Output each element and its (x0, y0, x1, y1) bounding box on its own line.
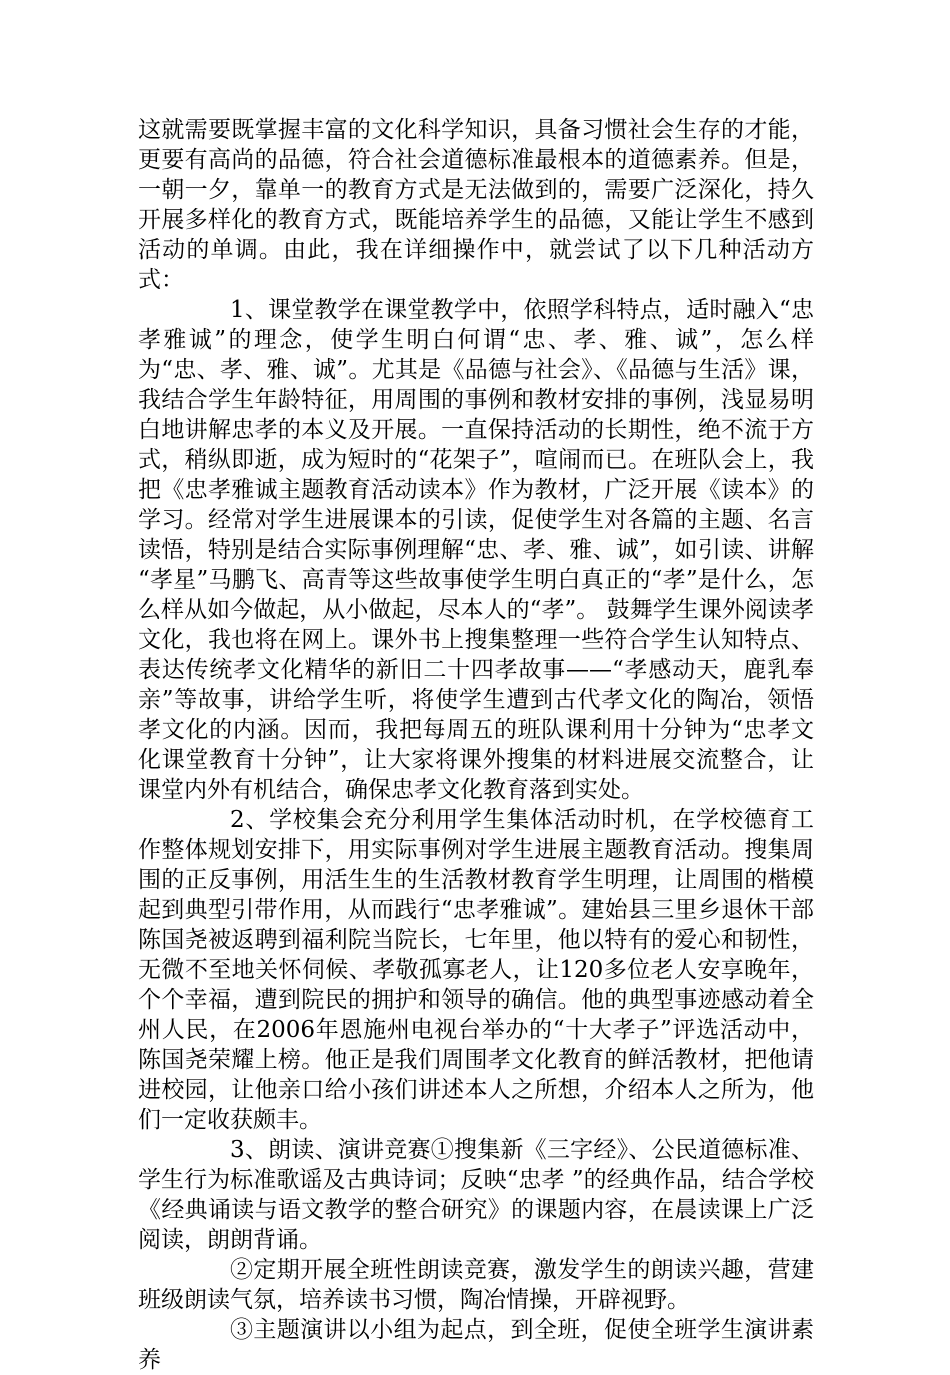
paragraph-intro: 这就需要既掌握丰富的文化科学知识，具备习惯社会生存的才能，更要有高尚的品德，符合社会道德标准最根本的道德素养。但是，一朝一夕，靠单一的教育方式是无法做到的，需要广泛深化，持久开展多样化的教育方式，既能培养学生的品德，又能让学生不感到活动的单调。由此，我在详细操作中，就尝试了以下几种活动方式： (138, 117, 814, 293)
paragraph-speech: ③主题演讲以小组为起点，到全班，促使全班学生演讲素养 (138, 1317, 814, 1373)
paragraph-reading-competition: ②定期开展全班性朗读竞赛，激发学生的朗读兴趣，营建班级朗读气氛，培养读书习惯，陶冶情操，开辟视野。 (138, 1257, 814, 1313)
paragraph-classroom-teaching: 1、课堂教学在课堂教学中，依照学科特点，适时融入“忠孝雅诚”的理念，使学生明白何谓“忠、孝、雅、诚”，怎么样为“忠、孝、雅、诚”。尤其是《品德与社会》、《品德与生活》课，我结合学生年龄特征，用周围的事例和教材安排的事例，浅显易明白地讲解忠孝的本义及开展。一直保持活动的长期性，绝不流于方式，稍纵即逝，成为短时的“花架子”，喧闹而已。在班队会上，我把《忠孝雅诚主题教育活动读本》作为教材，广泛开展《读本》的学习。经常对学生进展课本的引读，促使学生对各篇的主题、名言读悟，特别是结合实际事例理解“忠、孝、雅、诚”，如引读、讲解 “孝星”马鹏飞、高青等这些故事使学生明白真正的“孝”是什么，怎么样从如今做起，从小做起，尽本人的“孝”。 鼓舞学生课外阅读孝文化，我也将在网上。课外书上搜集整理一些符合学生认知特点、表达传统孝文化精华的新旧二十四孝故事——“孝感动天，鹿乳奉亲”等故事，讲给学生听，将使学生遭到古代孝文化的陶冶，领悟孝文化的内涵。因而，我把每周五的班队课利用十分钟为“忠孝文化课堂教育十分钟”，让大家将课外搜集的材料进展交流整合，让课堂内外有机结合，确保忠孝文化教育落到实处。 (138, 297, 814, 803)
paragraph-school-assembly: 2、学校集会充分利用学生集体活动时机，在学校德育工作整体规划安排下，用实际事例对学生进展主题教育活动。搜集周围的正反事例，用活生生的生活教材教育学生明理，让周围的楷模起到典型引带作用，从而践行“忠孝雅诚”。建始县三里乡退休干部陈国尧被返聘到福利院当院长，七年里，他以特有的爱心和韧性，无微不至地关怀伺候、孝敬孤寡老人，让120多位老人安享晚年，个个幸福，遭到院民的拥护和领导的确信。他的典型事迹感动着全州人民，在2006年恩施州电视台举办的“十大孝子”评选活动中，陈国尧荣耀上榜。他正是我们周围孝文化教育的鲜活教材，把他请进校园，让他亲口给小孩们讲述本人之所想，介绍本人之所为，他们一定收获颇丰。 (138, 807, 814, 1133)
paragraph-reading-contest: 3、朗读、演讲竞赛①搜集新《三字经》、公民道德标准、学生行为标准歌谣及古典诗词；反映“忠孝 ”的经典作品，结合学校《经典诵读与语文教学的整合研究》的课题内容，在晨读课上广泛阅读，朗朗背诵。 (138, 1137, 814, 1253)
document-page (138, 115, 814, 1375)
